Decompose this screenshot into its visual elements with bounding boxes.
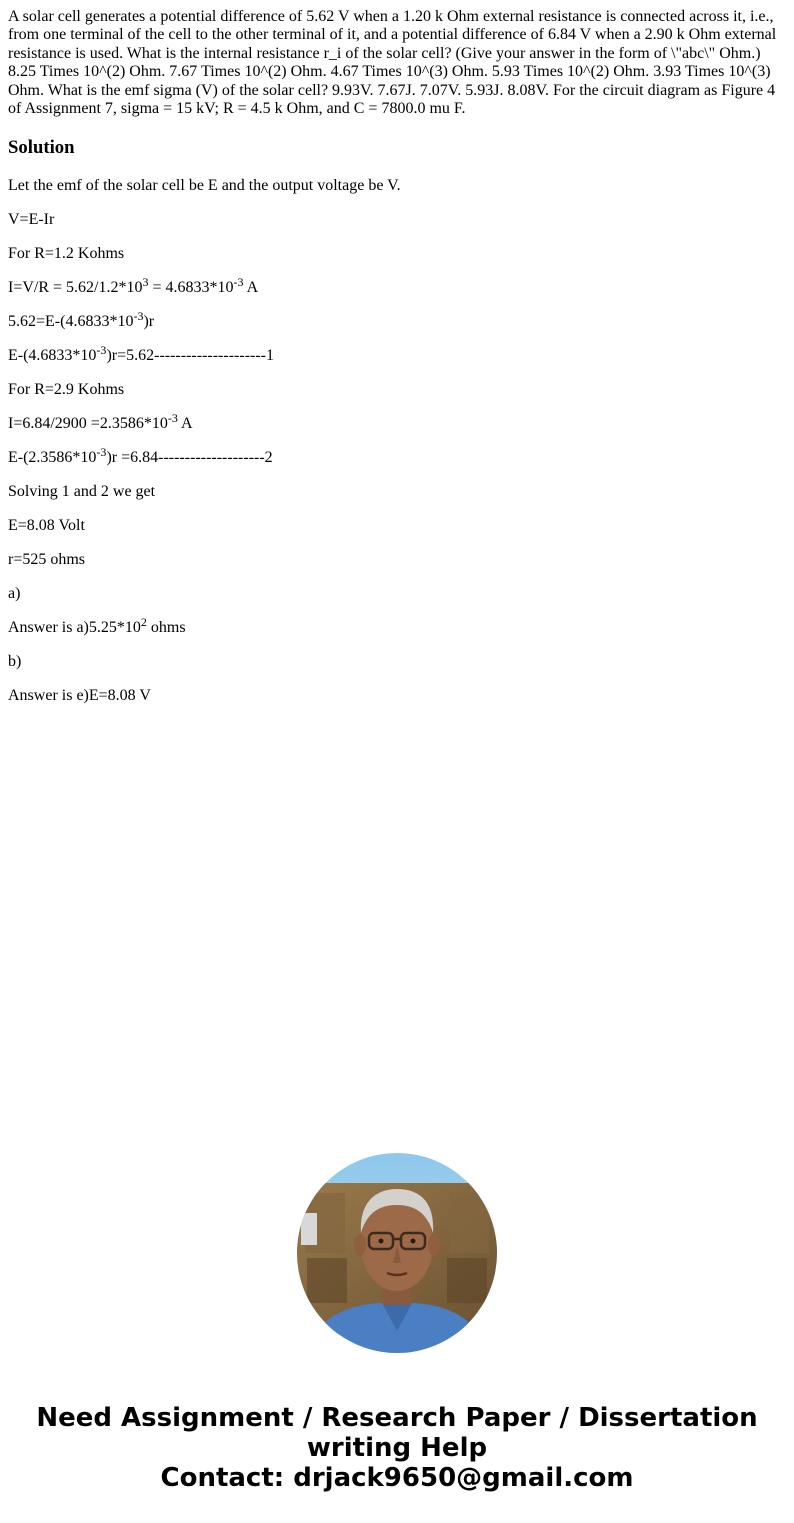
solution-line-14 (8, 615, 786, 637)
eq-text: A (177, 415, 193, 433)
eq-text: I=V/R = 5.62/1.2*10 (8, 279, 143, 297)
solution-line-8 (8, 411, 786, 433)
solution-line-3: For R=1.2 Kohms (8, 245, 125, 263)
eq-text: )r (143, 313, 155, 331)
eq-text: 5.62=E-(4.6833*10 (8, 313, 134, 331)
exponent: -3 (133, 309, 144, 324)
solution-line-16: Answer is e)E=8.08 V (8, 687, 151, 705)
eq-text: )r =6.84--------------------2 (106, 449, 273, 467)
eq-text: I=6.84/2900 =2.3586*10 (8, 415, 168, 433)
solution-line-10: Solving 1 and 2 we get (8, 483, 156, 501)
solution-line-11: E=8.08 Volt (8, 517, 85, 535)
eq-text: )r=5.62---------------------1 (106, 347, 275, 365)
solution-heading: Solution (8, 137, 75, 159)
eq-text: E-(2.3586*10 (8, 449, 97, 467)
solution-line-12: r=525 ohms (8, 551, 86, 569)
exponent: 3 (142, 275, 149, 290)
exponent: -3 (96, 445, 107, 460)
solution-line-7: For R=2.9 Kohms (8, 381, 125, 399)
eq-text: E-(4.6833*10 (8, 347, 97, 365)
solution-line-15: b) (8, 653, 22, 671)
promo-line-2: writing Help (306, 1433, 488, 1463)
promo-banner (0, 1403, 794, 1493)
promo-line-1: Need Assignment / Research Paper / Dissertation (36, 1403, 758, 1433)
author-avatar (297, 1153, 497, 1353)
solution-line-13: a) (8, 585, 21, 603)
exponent: -3 (167, 411, 178, 426)
solution-line-6 (8, 343, 786, 365)
document-body (8, 8, 786, 706)
solution-line-1: Let the emf of the solar cell be E and the output voltage be V. (8, 177, 401, 195)
eq-text: Answer is a)5.25*10 (8, 619, 141, 637)
solution-line-4 (8, 275, 786, 297)
eq-text: = 4.6833*10 (148, 279, 234, 297)
question-text: A solar cell generates a potential difference of 5.62 V when a 1.20 k Ohm external resistance is connected across it, i.e., from one terminal of the cell to the other terminal of it, and a potential difference of 6.84 V when a 2.90 k Ohm external resistance is used. What is the internal resistance r_i of the solar cell? (Give your answer in the form of \"abc\" Ohm.) 8.25 Times 10^(2) Ohm. 7.67 Times 10^(2) Ohm. 4.67 Times 10^(3) Ohm. 5.93 Times 10^(2) Ohm. 3.93 Times 10^(3) Ohm. What is the emf sigma (V) of the solar cell? 9.93V. 7.67J. 7.07V. 5.93J. 8.08V. For the circuit diagram as Figure 4 of Assignment 7, sigma = 15 kV; R = 4.5 k Ohm, and C = 7800.0 mu F. (8, 8, 777, 118)
exponent: -3 (233, 275, 244, 290)
eq-text: A (243, 279, 259, 297)
eq-text: ohms (146, 619, 186, 637)
author-photo-icon (297, 1153, 497, 1353)
exponent: -3 (96, 343, 107, 358)
solution-line-9 (8, 445, 786, 467)
solution-line-5 (8, 309, 786, 331)
promo-contact: Contact: drjack9650@gmail.com (160, 1463, 634, 1493)
exponent: 2 (140, 615, 147, 630)
solution-line-2: V=E-Ir (8, 211, 55, 229)
